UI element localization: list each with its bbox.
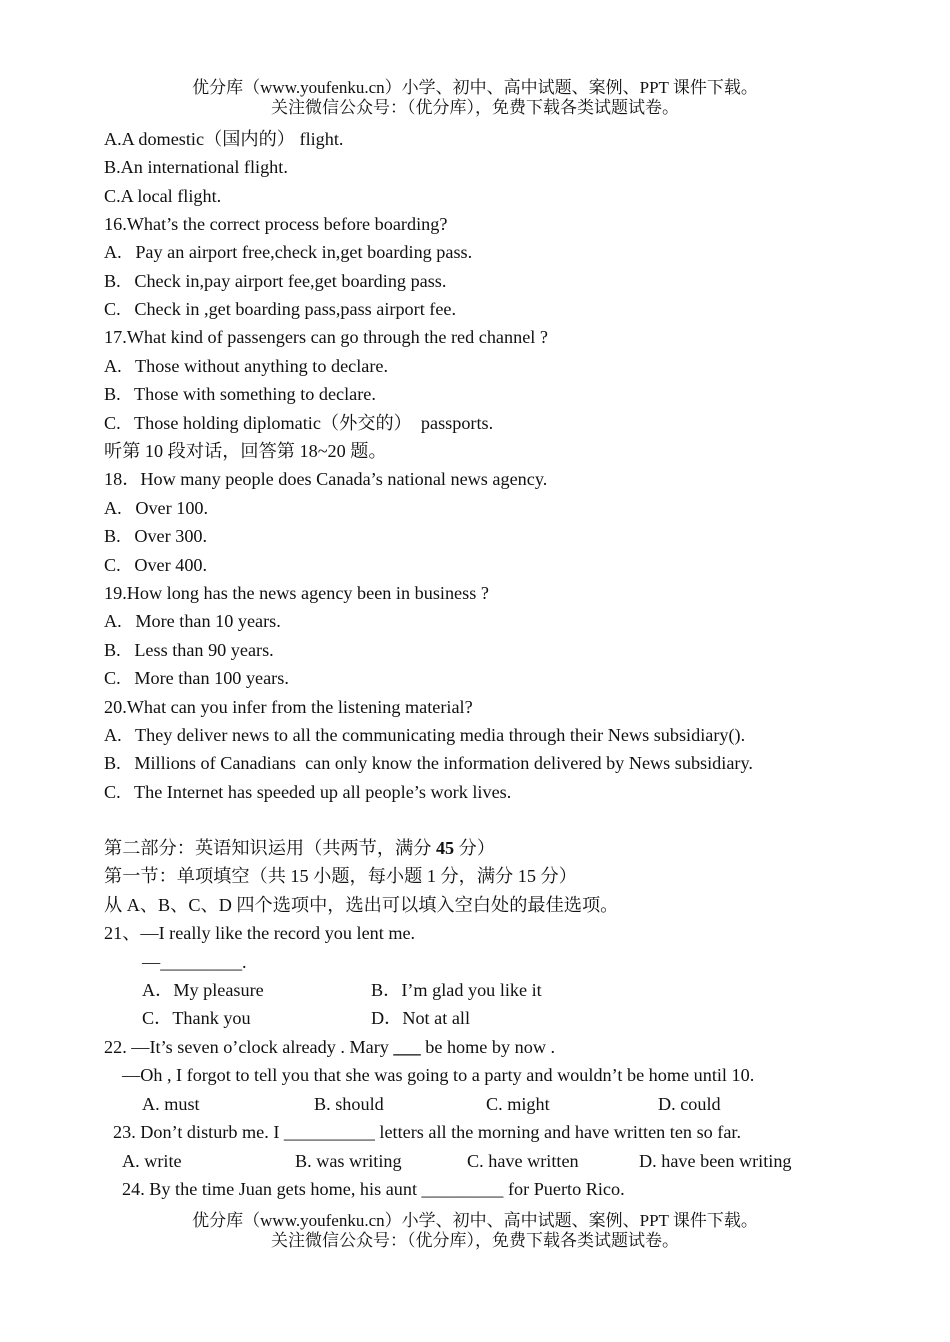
q23-option-c: C. have written [467, 1151, 579, 1171]
q18-stem: 18．How many people does Canada’s national news agency. [104, 469, 548, 489]
part2-title [104, 837, 495, 859]
q15-option-c: C.A local flight. [104, 186, 222, 206]
q22-reply: —Oh , I forgot to tell you that she was going to a party and wouldn’t be home until 10. [122, 1065, 755, 1085]
q22-option-a: A. must [142, 1094, 200, 1114]
q22-blank: ___ [393, 1037, 421, 1057]
footer-line-2: 关注微信公众号：（优分库），免费下载各类试题试卷。 [271, 1231, 679, 1250]
q24-stem: 24. By the time Juan gets home, his aunt _________ for Puerto Rico. [122, 1179, 625, 1199]
q16-option-a: A. Pay an airport free,check in,get boarding pass. [104, 242, 473, 262]
q19-option-a: A. More than 10 years. [104, 611, 281, 631]
q19-stem: 19.How long has the news agency been in business ? [104, 583, 489, 603]
q15-option-a: A.A domestic（国内的） flight. [104, 129, 344, 149]
q22-option-b: B. should [314, 1094, 384, 1114]
q22-stem-post: be home by now . [420, 1037, 556, 1057]
q21-option-a: A．My pleasure [142, 980, 264, 1000]
part2-title-score: 45 [435, 838, 455, 858]
q23-stem: 23. Don’t disturb me. I __________ letters all the morning and have written ten so far. [113, 1122, 742, 1142]
part2-title-prefix: 第二部分：英语知识运用（共两节，满分 [104, 838, 436, 858]
header-line-1: 优分库（www.youfenku.cn）小学、初中、高中试题、案例、PPT 课件下载。 [192, 78, 758, 97]
q23-option-b: B. was writing [295, 1151, 402, 1171]
part2-title-suffix: 分） [454, 838, 496, 858]
q22-stem-pre: 22. —It’s seven o’clock already . Mary [104, 1037, 394, 1057]
q17-option-b: B. Those with something to declare. [104, 384, 376, 404]
q23-option-d: D. have been writing [639, 1151, 792, 1171]
q21-reply: —_________. [142, 952, 247, 972]
q15-option-b: B.An international flight. [104, 157, 288, 177]
q18-option-a: A. Over 100. [104, 498, 209, 518]
q20-option-a: A. They deliver news to all the communicating media through their News subsidiary(). [104, 725, 746, 745]
q20-option-b: B. Millions of Canadians can only know the information delivered by News subsidiary. [104, 753, 753, 773]
q16-stem: 16.What’s the correct process before boarding? [104, 214, 448, 234]
q23-option-a: A. write [122, 1151, 182, 1171]
q19-option-b: B. Less than 90 years. [104, 640, 274, 660]
section1-title: 第一节：单项填空（共 15 小题，每小题 1 分，满分 15 分） [104, 866, 577, 886]
q22-option-d: D. could [658, 1094, 721, 1114]
dialog-10-instruction: 听第 10 段对话，回答第 18~20 题。 [104, 441, 387, 461]
q21-option-d: D．Not at all [371, 1008, 471, 1028]
q22-option-c: C. might [486, 1094, 550, 1114]
q16-option-c: C. Check in ,get boarding pass,pass airport fee. [104, 299, 457, 319]
q18-option-b: B. Over 300. [104, 526, 208, 546]
q20-option-c: C. The Internet has speeded up all people’s work lives. [104, 782, 512, 802]
q20-stem: 20.What can you infer from the listening material? [104, 697, 473, 717]
q16-option-b: B. Check in,pay airport fee,get boarding pass. [104, 271, 447, 291]
q17-option-a: A. Those without anything to declare. [104, 356, 389, 376]
q18-option-c: C. Over 400. [104, 555, 208, 575]
q21-option-c: C．Thank you [142, 1008, 251, 1028]
section1-instruction: 从 A、B、C、D 四个选项中，选出可以填入空白处的最佳选项。 [104, 895, 619, 915]
q17-stem: 17.What kind of passengers can go through the red channel ? [104, 327, 548, 347]
q17-option-c: C. Those holding diplomatic（外交的） passports. [104, 413, 494, 433]
q21-option-b: B．I’m glad you like it [371, 980, 542, 1000]
q19-option-c: C. More than 100 years. [104, 668, 289, 688]
q21-stem: 21、—I really like the record you lent me. [104, 923, 416, 943]
q22-stem [104, 1036, 555, 1058]
footer-line-1: 优分库（www.youfenku.cn）小学、初中、高中试题、案例、PPT 课件下载。 [192, 1211, 758, 1230]
header-line-2: 关注微信公众号：（优分库），免费下载各类试题试卷。 [271, 98, 679, 117]
